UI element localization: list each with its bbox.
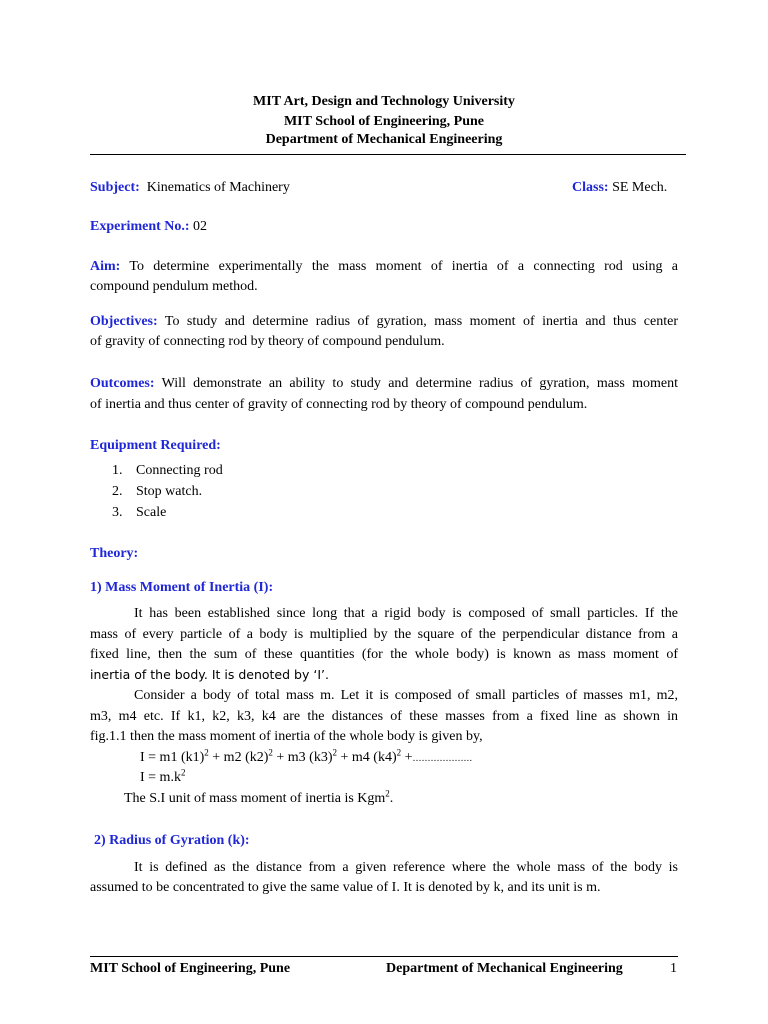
paragraph-line: It has been established since long that a rigid body is composed of small particles. If the: [134, 606, 678, 621]
footer-department: Department of Mechanical Engineering: [386, 961, 623, 976]
class-label: Class:: [572, 180, 609, 195]
header-divider: [90, 154, 686, 155]
objectives-line-2: of gravity of connecting rod by theory of compound pendulum.: [90, 334, 445, 349]
outcomes-label: Outcomes:: [90, 376, 155, 391]
paragraph-line: fixed line, then the sum of these quantities (for the whole body) is known as mass moment of: [90, 647, 678, 662]
equation-2: $I = m.k^2$: [140, 767, 186, 785]
outcomes-line-2: of inertia and thus center of gravity of connecting rod by theory of compound pendulum.: [90, 397, 588, 412]
experiment-label: Experiment No.:: [90, 219, 190, 234]
list-item: 1. Connecting rod: [112, 463, 223, 478]
university-title: MIT Art, Design and Technology University: [253, 94, 515, 109]
objectives-line-1: Objectives: To study and determine radius of gyration, mass moment of inertia and thus center: [90, 314, 679, 329]
class-line: [572, 177, 667, 198]
theory-heading: Theory:: [90, 546, 139, 561]
si-unit-line: The S.I unit of mass moment of inertia is Kgm$^2$.: [124, 788, 394, 806]
department-title: Department of Mechanical Engineering: [265, 132, 503, 147]
footer-divider: [90, 956, 678, 957]
paragraph-line: fig.1.1 then the mass moment of inertia of the whole body is given by,: [90, 729, 483, 744]
section2-heading: 2) Radius of Gyration (k):: [94, 833, 250, 848]
paragraph-line: inertia of the body. It is denoted by ‘I’.: [90, 667, 329, 682]
equation-1: I = m1 $(k1)^2 + m2$ $(k2)^2 + m3$ $(k3)^2 + m4$ $(k4)^2$ +………………..: [140, 747, 473, 765]
equipment-heading: Equipment Required:: [90, 438, 221, 453]
paragraph-line: m3, m4 etc. If k1, k2, k3, k4 are the distances of these masses from a fixed line as shown in: [90, 709, 678, 724]
objectives-label: Objectives:: [90, 314, 158, 329]
experiment-line: [90, 216, 678, 237]
page-number: 1: [670, 961, 677, 976]
paragraph-line: Consider a body of total mass m. Let it is composed of small particles of masses m1, m2,: [134, 688, 678, 703]
paragraph-line: It is defined as the distance from a given reference where the whole mass of the body is: [134, 860, 678, 875]
list-item: 3. Scale: [112, 505, 167, 520]
aim-line-2: compound pendulum method.: [90, 279, 258, 294]
paragraph-line: assumed to be concentrated to give the same value of I. It is denoted by k, and its unit is m.: [90, 880, 601, 895]
experiment-value: 02: [193, 219, 208, 234]
paragraph-line: mass of every particle of a body is multiplied by the square of the perpendicular distance from a: [90, 627, 678, 642]
aim-line-1: Aim: To determine experimentally the mass moment of inertia of a connecting rod using a: [90, 259, 679, 274]
subject-label: Subject:: [90, 180, 140, 195]
list-item: 2. Stop watch.: [112, 484, 203, 499]
class-value: SE Mech.: [612, 180, 668, 195]
outcomes-line-1: Outcomes: Will demonstrate an ability to study and determine radius of gyration, mass moment: [90, 376, 678, 391]
section1-heading: 1) Mass Moment of Inertia (I):: [90, 580, 274, 595]
subject-value: Kinematics of Machinery: [146, 180, 290, 195]
aim-label: Aim:: [90, 259, 121, 274]
school-title: MIT School of Engineering, Pune: [283, 114, 485, 129]
equipment-list: [112, 460, 223, 523]
footer-school: MIT School of Engineering, Pune: [90, 961, 291, 976]
